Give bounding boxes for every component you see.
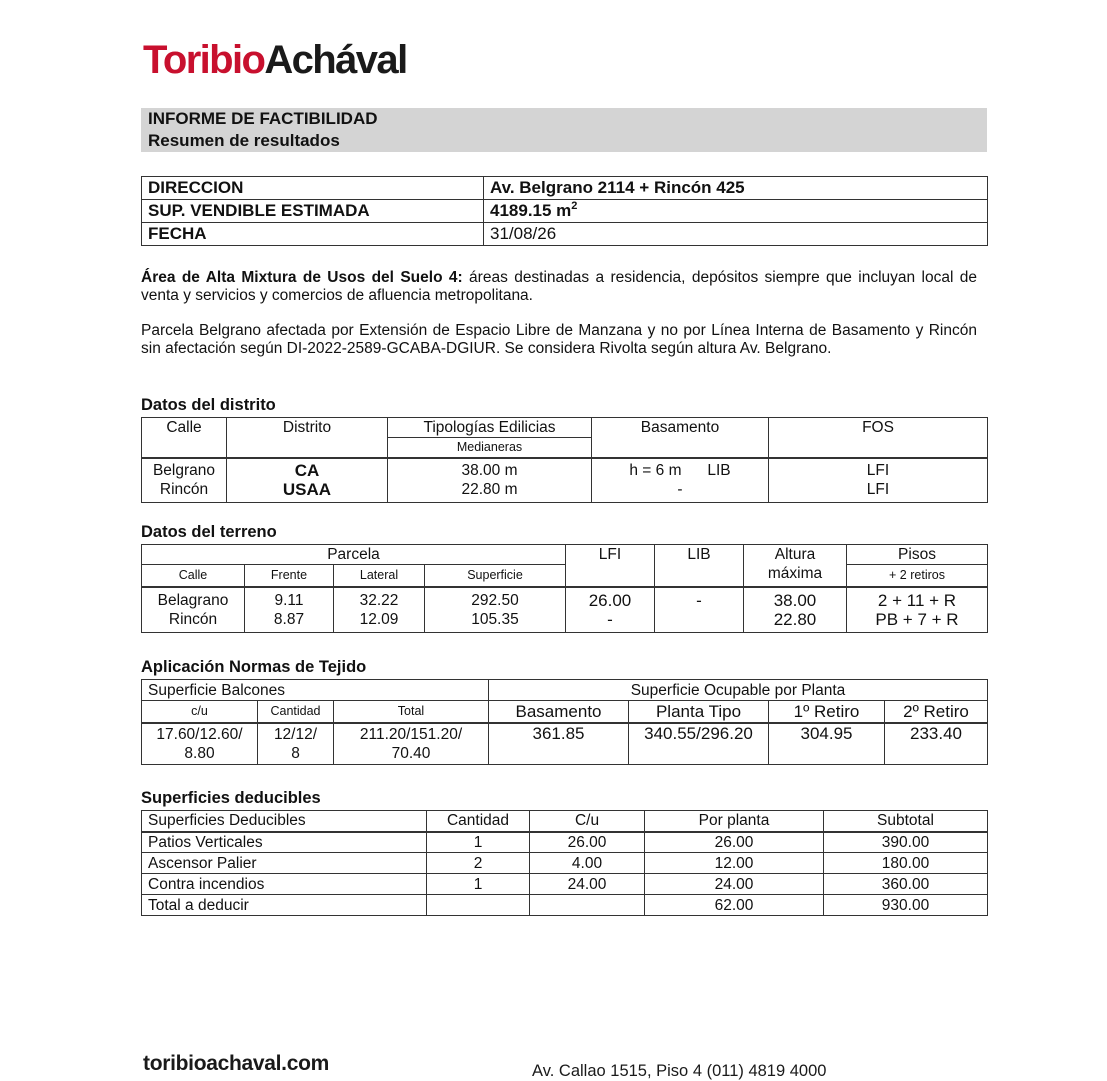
row-label: Patios Verticales [142,832,427,853]
frente-2: 8.87 [273,610,305,628]
row-subtotal: 360.00 [824,874,988,895]
basamento-belgrano: h = 6 m LIB [629,462,731,480]
section-title-deducibles: Superficies deducibles [141,789,321,807]
col-header-lateral: Lateral [334,565,425,587]
distrito-ca: CA [294,461,320,481]
calle-cell [142,458,227,502]
cantidad-cell [258,723,334,765]
row-cantidad: 1 [427,832,530,853]
report-title: INFORME DE FACTIBILIDAD [148,109,378,128]
cantidad-line-2: 8 [291,744,300,762]
summary-table [141,176,988,246]
col-header-basamento: Basamento [489,701,629,723]
row-por-planta: 26.00 [645,832,824,853]
row-cu [530,895,645,916]
table-header-row [142,811,988,832]
col-header-tipologias: Tipologías Edilicias [388,418,592,438]
table-row [142,177,988,200]
col-header-parcela: Parcela [142,545,566,565]
table-header-row [142,545,988,565]
zone-text: áreas destinadas a residencia, depósitos siempre que incluyan local de venta y servicios y comercios de afluencia metropolitana. [141,269,978,304]
lfi-2: - [607,609,613,629]
col-header-lfi: LFI [566,545,655,587]
table-header-row [142,565,988,587]
logo-part-2: Achával [264,38,407,82]
col-header-subtotal: Subtotal [824,811,988,832]
col-header-retiro-2: 2º Retiro [885,701,988,723]
retiro-1-value: 304.95 [769,723,885,765]
col-header-retiros: + 2 retiros [847,565,988,587]
direccion-label: DIRECCION [142,177,484,200]
medianera-belgrano: 38.00 m [461,462,518,480]
table-row [142,458,988,502]
pisos-1: 2 + 11 + R [877,590,957,610]
altura-2: 22.80 [773,609,817,629]
row-por-planta: 24.00 [645,874,824,895]
basamento-cell [592,458,769,502]
fecha-label: FECHA [142,223,484,246]
total-cell [334,723,489,765]
col-header-fos: FOS [769,418,988,459]
row-por-planta: 62.00 [645,895,824,916]
row-cu: 26.00 [530,832,645,853]
col-header-basamento: Basamento [592,418,769,459]
calle-belgrano: Belgrano [152,462,216,480]
pisos-cell [847,587,988,633]
row-label: Contra incendios [142,874,427,895]
col-header-cantidad: Cantidad [258,701,334,723]
row-subtotal: 930.00 [824,895,988,916]
zone-description [141,269,977,304]
row-label: Total a deducir [142,895,427,916]
cantidad-line-1: 12/12/ [273,725,318,743]
direccion-value: Av. Belgrano 2114 + Rincón 425 [484,177,988,200]
row-cu: 24.00 [530,874,645,895]
table-row [142,200,988,223]
sup-vendible-label: SUP. VENDIBLE ESTIMADA [142,200,484,223]
col-header-pisos: Pisos [847,545,988,565]
lib-1: - [696,590,702,610]
frente-1: 9.11 [274,591,304,609]
report-subtitle: Resumen de resultados [148,131,340,150]
table-row [142,587,988,633]
table-row [142,853,988,874]
lateral-cell [334,587,425,633]
col-header-total: Total [334,701,489,723]
altura-cell [744,587,847,633]
row-subtotal: 390.00 [824,832,988,853]
pisos-2: PB + 7 + R [875,609,959,629]
col-header-altura [744,545,847,587]
table-header-row [142,418,988,438]
distrito-usaa: USAA [282,480,332,500]
deducibles-table [141,810,988,916]
altura-line-1: Altura [774,546,816,563]
superficie-1: 292.50 [471,591,519,609]
col-header-cu: C/u [530,811,645,832]
frente-cell [245,587,334,633]
zone-name: Área de Alta Mixtura de Usos del Suelo 4: [141,269,463,286]
row-subtotal: 180.00 [824,853,988,874]
basamento-rincon: - [677,481,683,499]
col-header-cantidad: Cantidad [427,811,530,832]
distrito-table [141,417,988,503]
retiro-2-value: 233.40 [885,723,988,765]
medianera-rincon: 22.80 m [461,481,518,499]
row-cu: 4.00 [530,853,645,874]
col-header-calle: Calle [142,565,245,587]
table-header-row [142,701,988,723]
terreno-table [141,544,988,633]
sup-vendible-number: 4189.15 m [490,201,572,220]
table-row [142,223,988,246]
sup-vendible-value [484,200,988,223]
fecha-value: 31/08/26 [484,223,988,246]
table-row [142,723,988,765]
tejido-table [141,679,988,765]
superficie-cell [425,587,566,633]
table-row [142,895,988,916]
section-title-tejido: Aplicación Normas de Tejido [141,658,367,676]
table-row [142,874,988,895]
basamento-value: 361.85 [489,723,629,765]
col-header-deducibles: Superficies Deducibles [142,811,427,832]
row-por-planta: 12.00 [645,853,824,874]
fos-cell [769,458,988,502]
lfi-cell [566,587,655,633]
calle-cell [142,587,245,633]
lateral-2: 12.09 [359,610,399,628]
cu-cell [142,723,258,765]
total-line-2: 70.40 [391,744,431,762]
section-title-terreno: Datos del terreno [141,523,277,541]
col-header-retiro-1: 1º Retiro [769,701,885,723]
col-header-distrito: Distrito [227,418,388,459]
lfi-1: 26.00 [588,590,632,610]
col-header-cu: c/u [142,701,258,723]
col-header-superficie: Superficie [425,565,566,587]
row-label: Ascensor Palier [142,853,427,874]
superficie-2: 105.35 [471,610,519,628]
planta-tipo-value: 340.55/296.20 [629,723,769,765]
col-header-calle: Calle [142,418,227,459]
fos-belgrano: LFI [866,462,890,480]
table-header-row [142,680,988,701]
table-row [142,832,988,853]
col-header-balcones: Superficie Balcones [142,680,489,701]
footer-website: toribioachaval.com [143,1052,329,1075]
total-line-1: 211.20/151.20/ [359,725,463,743]
lib-cell [655,587,744,633]
sup-vendible-exponent: 2 [571,200,578,212]
altura-line-2: máxima [767,565,823,582]
col-header-ocupable: Superficie Ocupable por Planta [489,680,988,701]
col-header-medianeras: Medianeras [388,438,592,459]
lateral-1: 32.22 [359,591,399,609]
medianeras-cell [388,458,592,502]
altura-1: 38.00 [773,590,817,610]
col-header-frente: Frente [245,565,334,587]
row-cantidad: 2 [427,853,530,874]
company-logo [143,40,407,80]
row-cantidad: 1 [427,874,530,895]
col-header-lib: LIB [655,545,744,587]
calle-rincon: Rincón [159,481,209,499]
distrito-cell [227,458,388,502]
footer-address: Av. Callao 1515, Piso 4 (011) 4819 4000 [532,1062,827,1080]
calle-rincon: Rincón [168,610,218,628]
col-header-planta-tipo: Planta Tipo [629,701,769,723]
parcel-note: Parcela Belgrano afectada por Extensión de Espacio Libre de Manzana y no por Línea Interna de Basamento y Rincón sin afectación según DI-2022-2589-GCABA-DGIUR. Se considera Rivolta según altura Av. Belgrano. [141,322,977,357]
cu-line-2: 8.80 [184,744,215,762]
cu-line-1: 17.60/12.60/ [156,725,243,743]
fos-rincon: LFI [866,481,890,499]
logo-part-1: Toribio [143,38,265,82]
row-cantidad [427,895,530,916]
col-header-por-planta: Por planta [645,811,824,832]
calle-belagrano: Belagrano [157,591,229,609]
report-header [141,108,987,152]
section-title-distrito: Datos del distrito [141,396,276,414]
